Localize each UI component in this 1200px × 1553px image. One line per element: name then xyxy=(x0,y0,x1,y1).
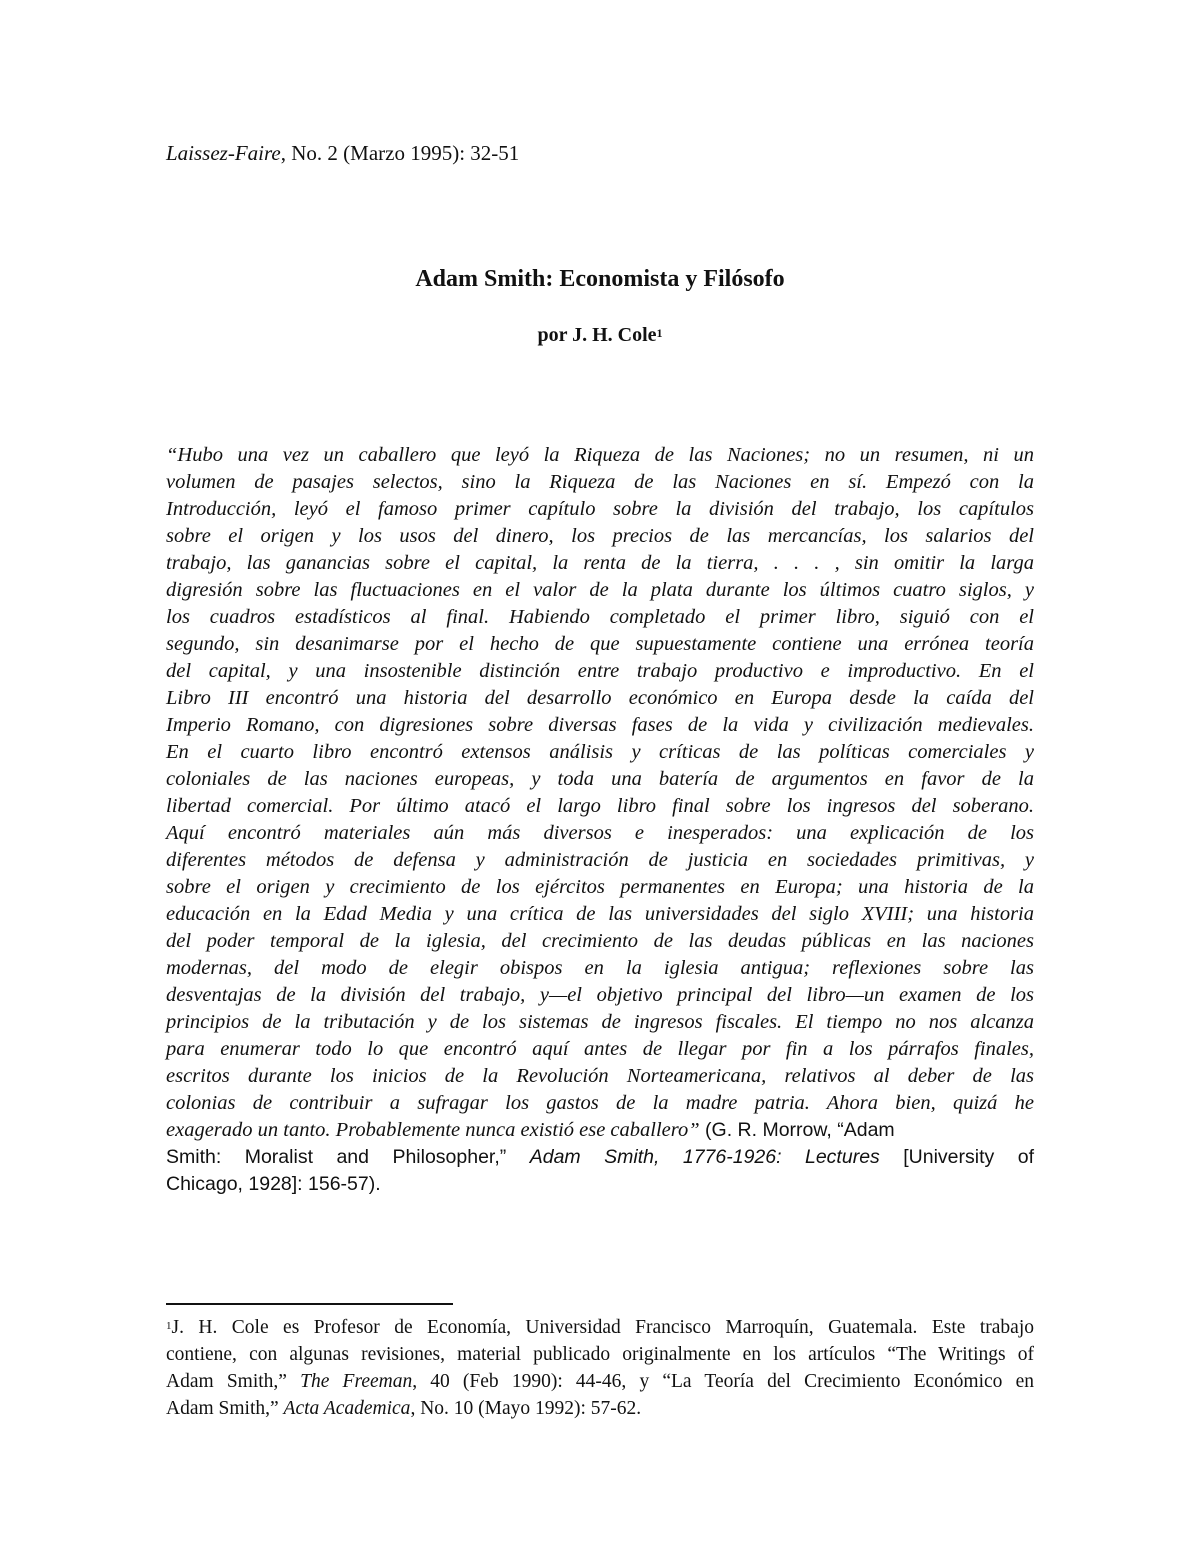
quote-line: del poder temporal de la iglesia, del crecimiento de las deudas públicas en las naciones xyxy=(166,930,1034,952)
author-footnote-mark: 1 xyxy=(656,326,663,340)
footnote-line: contiene, con algunas revisiones, material publicado originalmente en los artículos “The Writings of xyxy=(166,1344,1034,1365)
quote-line: En el cuarto libro encontró extensos análisis y críticas de las políticas comerciales y xyxy=(166,741,1034,763)
quote-line: Introducción, leyó el famoso primer capítulo sobre la división del trabajo, los capítulos xyxy=(166,498,1034,520)
footnote-line: Adam Smith,” The Freeman, 40 (Feb 1990): 44-46, y “La Teoría del Crecimiento Económico en xyxy=(166,1371,1034,1392)
quote-line: diferentes métodos de defensa y administración de justicia en sociedades primitivas, y xyxy=(166,849,1034,871)
quote-line: volumen de pasajes selectos, sino la Riqueza de las Naciones en sí. Empezó con la xyxy=(166,471,1034,493)
quote-line: “Hubo una vez un caballero que leyó la Riqueza de las Naciones; no un resumen, ni un xyxy=(166,444,1034,466)
quote-line: desventajas de la división del trabajo, y—el objetivo principal del libro—un examen de los xyxy=(166,984,1034,1006)
quote-line: Smith: Moralist and Philosopher,” Adam Smith, 1776-1926: Lectures [University of xyxy=(166,1146,1034,1168)
quote-line: principios de la tributación y de los sistemas de ingresos fiscales. El tiempo no nos alcanza xyxy=(166,1011,1034,1033)
quote-line: coloniales de las naciones europeas, y toda una batería de argumentos en favor de la xyxy=(166,768,1034,790)
journal-issue: , No. 2 (Marzo 1995): 32-51 xyxy=(280,141,520,165)
quote-line: educación en la Edad Media y una crítica de las universidades del siglo XVIII; una historia xyxy=(166,903,1034,925)
quote-line: Libro III encontró una historia del desarrollo económico en Europa desde la caída del xyxy=(166,687,1034,709)
quote-line: exagerado un tanto. Probablemente nunca existió ese caballero” (G. R. Morrow, “Adam xyxy=(166,1119,895,1141)
footnote-separator xyxy=(166,1303,453,1305)
quote-line: colonias de contribuir a sufragar los gastos de la madre patria. Ahora bien, quizá he xyxy=(166,1092,1034,1114)
footnote-mark: 1 xyxy=(166,1320,172,1332)
article-title: Adam Smith: Economista y Filósofo xyxy=(415,266,785,292)
quote-line: libertad comercial. Por último atacó el largo libro final sobre los ingresos del soberano. xyxy=(166,795,1034,817)
journal-citation xyxy=(166,138,519,168)
article-author xyxy=(0,320,1200,350)
quote-line: sobre el origen y los usos del dinero, los precios de las mercancías, los salarios del xyxy=(166,525,1034,547)
footnote-line: Adam Smith,” Acta Academica, No. 10 (Mayo 1992): 57-62. xyxy=(166,1398,642,1419)
quote-line: Chicago, 1928]: 156-57). xyxy=(166,1173,381,1195)
quote-line: del capital, y una insostenible distinción entre trabajo productivo e improductivo. En el xyxy=(166,660,1034,682)
footnote xyxy=(166,1314,1034,1422)
quote-line: escritos durante los inicios de la Revolución Norteamericana, relativos al deber de las xyxy=(166,1065,1034,1087)
quote-line: Aquí encontró materiales aún más diversos e inesperados: una explicación de los xyxy=(166,822,1034,844)
quote-line: segundo, sin desanimarse por el hecho de que supuestamente contiene una errónea teoría xyxy=(166,633,1034,655)
quote-line: trabajo, las ganancias sobre el capital, la renta de la tierra, . . . , sin omitir la larga xyxy=(166,552,1034,574)
quote-line: para enumerar todo lo que encontró aquí antes de llegar por fin a los párrafos finales, xyxy=(166,1038,1034,1060)
quote-line: sobre el origen y crecimiento de los ejércitos permanentes en Europa; una historia de la xyxy=(166,876,1034,898)
journal-name: Laissez-Faire xyxy=(166,141,281,165)
footnote-line: $^1$J. H. Cole es Profesor de Economía, Universidad Francisco Marroquín, Guatemala. Este trabajo xyxy=(166,1317,1034,1338)
author-name: por J. H. Cole xyxy=(537,324,657,346)
quote-line: los cuadros estadísticos al final. Habiendo completado el primer libro, siguió con el xyxy=(166,606,1034,628)
quote-line: Imperio Romano, con digresiones sobre diversas fases de la vida y civilización medievales. xyxy=(166,714,1034,736)
epigraph-quote xyxy=(166,442,1034,1198)
quote-line: digresión sobre las fluctuaciones en el valor de la plata durante los últimos cuatro siglos, y xyxy=(166,579,1034,601)
quote-line: modernas, del modo de elegir obispos en la iglesia antigua; reflexiones sobre las xyxy=(166,957,1034,979)
